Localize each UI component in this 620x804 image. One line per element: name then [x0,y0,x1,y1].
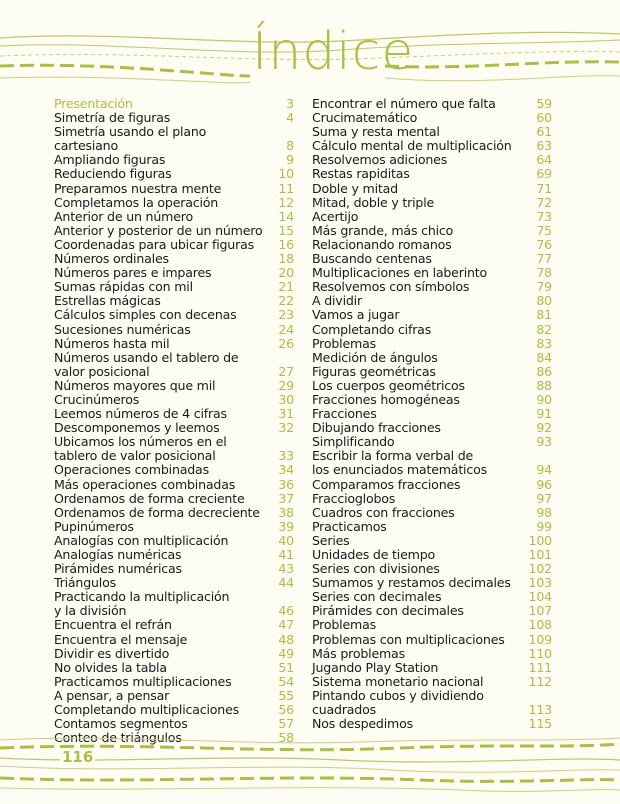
toc-entry-page: 111 [528,659,552,675]
toc-entry-title: Sumamos y restamos decimales [312,575,511,591]
toc-entry-page: 84 [536,349,552,365]
toc-entry-title: Cálculos simples con decenas [54,307,237,323]
toc-entry-title: Presentación [54,96,133,111]
toc-entry [312,520,552,534]
toc-entry-title: Encuentra el mensaje [54,631,188,647]
toc-entry-title: Números hasta mil [54,335,170,351]
toc-entry [54,337,294,351]
toc-entry-page: 12 [278,194,294,210]
toc-entry-title: Crucimatemático [312,110,418,126]
toc-entry [312,421,552,435]
toc-entry-title: Reduciendo figuras [54,166,172,182]
toc-entry-title: Problemas [312,617,376,633]
toc-entry-page: 98 [536,504,552,520]
toc-entry-page: 104 [528,589,552,605]
toc-entry-title: Pirámides con decimales [312,603,464,619]
toc-entry-title: Números pares e impares [54,265,212,281]
toc-entry-page: 36 [278,476,294,492]
toc-entry-title: Practicando la multiplicación y la división [54,589,230,619]
toc-entry [312,689,552,717]
toc-entry-page: 72 [536,194,552,210]
toc-entry [312,182,552,196]
toc-entry-page: 64 [536,152,552,168]
toc-entry-page: 43 [278,561,294,577]
toc-entry-title: Vamos a jugar [312,307,400,323]
toc-entry [312,153,552,167]
toc-entry [312,210,552,224]
toc-entry-page: 90 [536,391,552,407]
toc-entry-title: Analogías numéricas [54,547,182,562]
toc-entry-title: Jugando Play Station [312,659,439,675]
toc-entry-page: 92 [536,420,552,436]
toc-entry-title: Fracciones [312,406,377,422]
toc-entry-page: 88 [536,377,552,393]
toc-entry [312,224,552,238]
page-number: 116 [62,748,94,766]
toc-entry-page: 71 [536,180,552,196]
toc-entry-page: 78 [536,265,552,281]
toc-entry-title: Pirámides numéricas [54,561,182,577]
toc-entry [54,266,294,280]
toc-entry-title: Doble y mitad [312,180,398,196]
toc-entry-page: 14 [278,208,294,224]
toc-entry [54,633,294,647]
toc-entry-title: Dibujando fracciones [312,420,441,436]
toc-entry [312,196,552,210]
toc-entry-page: 69 [536,166,552,182]
toc-entry-page: 26 [278,335,294,351]
toc-entry [312,337,552,351]
toc-entry-page: 15 [278,222,294,238]
toc-entry-page: 75 [536,222,552,238]
toc-entry [312,633,552,647]
toc-entry [312,661,552,675]
toc-entry-title: Figuras geométricas [312,363,436,379]
toc-entry [312,280,552,294]
toc-entry [54,520,294,534]
toc-entry-title: Los cuerpos geométricos [312,377,465,393]
toc-entry-page: 37 [278,490,294,506]
toc-entry-title: Anterior y posterior de un número [54,222,263,238]
toc-entry [54,548,294,562]
toc-entry [312,139,552,153]
toc-entry [312,393,552,407]
toc-entry-title: Fracciones homogéneas [312,391,460,407]
toc-entry [54,506,294,520]
toc-entry-title: Conteo de triángulos [54,730,182,746]
toc-entry [312,647,552,661]
toc-entry-title: Cálculo mental de multiplicación [312,138,512,154]
toc-entry [54,534,294,548]
toc-entry-title: No olvides la tabla [54,659,167,675]
toc-entry-page: 48 [278,631,294,647]
toc-entry [312,407,552,421]
toc-entry-title: Ordenamos de forma creciente [54,490,245,506]
toc-entry [54,196,294,210]
toc-entry-page: 115 [528,716,552,732]
toc-entry-title: Operaciones combinadas [54,462,209,478]
toc-entry [312,294,552,308]
toc-entry-title: Simetría de figuras [54,110,171,126]
toc-entry-title: Sucesiones numéricas [54,321,191,337]
toc-entry [54,421,294,435]
toc-entry-page: 55 [278,687,294,703]
toc-entry [54,210,294,224]
toc-entry-title: Preparamos nuestra mente [54,180,222,196]
toc-entry-title: Sumas rápidas con mil [54,279,193,295]
toc-entry-page: 100 [528,532,552,548]
toc-entry-title: Medición de ángulos [312,349,438,365]
toc-entry [312,449,552,477]
toc-entry-title: Problemas [312,335,376,351]
toc-entry-page: 109 [528,631,552,647]
toc-entry-page: 54 [278,673,294,689]
toc-entry [312,266,552,280]
toc-entry-title: Números ordinales [54,251,169,267]
toc-entry-page: 4 [286,110,294,126]
toc-entry [312,252,552,266]
toc-entry-title: Completando cifras [312,321,432,337]
toc-entry-page: 34 [278,462,294,478]
toc-entry [54,153,294,167]
toc-entry-title: Practicamos [312,518,387,534]
toc-entry [312,238,552,252]
toc-entry-title: Anterior de un número [54,208,193,224]
toc-entry-title: Números mayores que mil [54,377,216,393]
toc-entry-title: Comparamos fracciones [312,476,461,492]
toc-entry-page: 96 [536,476,552,492]
toc-entry-page: 27 [278,363,294,379]
toc-entry-title: Leemos números de 4 cifras [54,406,227,422]
toc-entry-title: Más operaciones combinadas [54,476,236,492]
toc-entry-page: 29 [278,377,294,393]
toc-entry-page: 86 [536,363,552,379]
toc-entry-title: Resolvemos adiciones [312,152,448,168]
toc-entry [54,689,294,703]
toc-entry-page: 108 [528,617,552,633]
toc-entry [54,323,294,337]
toc-entry [312,167,552,181]
toc-entry-page: 16 [278,236,294,252]
toc-entry-title: Problemas con multiplicaciones [312,631,505,647]
toc-entry-page: 77 [536,251,552,267]
toc-entry-page: 103 [528,575,552,591]
toc-entry [54,280,294,294]
toc-right-column [312,97,552,731]
toc-entry [54,590,294,618]
toc-entry [54,463,294,477]
toc-entry [312,308,552,322]
toc-entry [312,492,552,506]
toc-entry-title: Completando multiplicaciones [54,702,239,718]
toc-entry-page: 56 [278,702,294,718]
toc-entry-title: Estrellas mágicas [54,293,161,309]
toc-entry-title: Crucinúmeros [54,391,140,407]
toc-entry-page: 113 [528,702,552,718]
toc-entry-title: Ordenamos de forma decreciente [54,504,260,520]
toc-entry-title: Pupinúmeros [54,518,134,534]
toc-entry [54,492,294,506]
toc-entry [54,675,294,689]
toc-entry-title: Más grande, más chico [312,222,454,238]
toc-entry-title: Simetría usando el plano cartesiano [54,124,207,154]
toc-entry-title: Descomponemos y leemos [54,420,220,436]
toc-entry [54,379,294,393]
toc-entry-page: 61 [536,124,552,140]
toc-entry-page: 33 [278,448,294,464]
toc-entry-title: Unidades de tiempo [312,547,436,562]
toc-entry-page: 3 [286,96,294,111]
toc-entry-page: 94 [536,462,552,478]
toc-entry [54,167,294,181]
toc-entry [312,111,552,125]
toc-entry-page: 83 [536,335,552,351]
toc-entry [54,647,294,661]
toc-entry-page: 81 [536,307,552,323]
toc-entry-page: 51 [278,659,294,675]
toc-entry-title: Simplificando [312,434,395,450]
toc-entry [54,224,294,238]
toc-entry-page: 102 [528,561,552,577]
toc-entry-page: 9 [286,152,294,168]
toc-entry-page: 49 [278,645,294,661]
toc-entry-title: Suma y resta mental [312,124,440,140]
toc-entry-title: Encuentra el refrán [54,617,172,633]
toc-entry-page: 63 [536,138,552,154]
toc-entry-page: 22 [278,293,294,309]
toc-entry-page: 79 [536,279,552,295]
toc-entry [54,182,294,196]
toc-entry [54,562,294,576]
toc-entry-title: Analogías con multiplicación [54,532,229,548]
toc-entry-page: 41 [278,547,294,562]
page-title: Índice [252,22,415,82]
toc-entry-page: 10 [278,166,294,182]
toc-entry-title: Buscando centenas [312,251,432,267]
toc-entry [54,407,294,421]
toc-entry-title: Triángulos [54,575,116,591]
toc-entry [54,252,294,266]
toc-entry-title: Pintando cubos y dividiendo cuadrados [312,687,484,718]
toc-entry-title: Ampliando figuras [54,152,166,168]
toc-entry [312,576,552,590]
toc-entry [312,506,552,520]
toc-entry [54,478,294,492]
toc-entry [312,562,552,576]
toc-entry [54,351,294,379]
toc-entry-title: Contamos segmentos [54,716,188,732]
toc-entry-title: Nos despedimos [312,716,413,732]
toc-entry [54,661,294,675]
toc-entry-title: Encontrar el número que falta [312,96,496,111]
toc-entry [54,238,294,252]
toc-entry-page: 57 [278,716,294,732]
toc-entry-title: Acertijo [312,208,359,224]
toc-entry [312,548,552,562]
toc-entry-page: 21 [278,279,294,295]
toc-entry-page: 11 [278,180,294,196]
toc-entry-page: 110 [528,645,552,661]
toc-entry-page: 80 [536,293,552,309]
toc-entry-page: 38 [278,504,294,520]
toc-entry-page: 93 [536,434,552,450]
toc-entry-page: 46 [278,603,294,619]
toc-entry-page: 82 [536,321,552,337]
toc-entry [312,365,552,379]
toc-entry-title: Dividir es divertido [54,645,170,661]
toc-entry-title: A pensar, a pensar [54,687,170,703]
toc-entry-title: Coordenadas para ubicar figuras [54,236,254,252]
toc-entry-page: 44 [278,575,294,591]
toc-entry-page: 31 [278,406,294,422]
toc-entry [54,435,294,463]
toc-entry [312,618,552,632]
toc-entry-page: 107 [528,603,552,619]
toc-entry [312,125,552,139]
toc-entry-title: Cuadros con fracciones [312,504,455,520]
toc-entry [54,97,294,111]
toc-entry-page: 99 [536,518,552,534]
toc-entry-page: 73 [536,208,552,224]
toc-entry [312,97,552,111]
toc-entry-title: Fraccioglobos [312,490,396,506]
toc-entry [312,323,552,337]
toc-entry-title: Ubicamos los números en el tablero de valor posicional [54,434,227,464]
toc-entry-title: Números usando el tablero de valor posicional [54,349,239,379]
toc-entry-title: Practicamos multiplicaciones [54,673,232,689]
toc-entry-title: Sistema monetario nacional [312,673,484,689]
toc-entry-page: 58 [278,730,294,746]
toc-entry-title: Series con decimales [312,589,442,605]
toc-entry-title: Mitad, doble y triple [312,194,435,210]
toc-entry-page: 59 [536,96,552,111]
toc-entry-page: 32 [278,420,294,436]
toc-entry-title: Completamos la operación [54,194,219,210]
toc-entry [312,534,552,548]
toc-entry-title: Más problemas [312,645,405,661]
toc-entry-page: 97 [536,490,552,506]
toc-entry-page: 76 [536,236,552,252]
toc-entry-page: 112 [528,673,552,689]
toc-entry-page: 30 [278,391,294,407]
toc-entry-title: Relacionando romanos [312,236,452,252]
toc-entry [54,618,294,632]
toc-entry-title: Restas rapiditas [312,166,410,182]
toc-entry [54,576,294,590]
toc-entry [54,111,294,125]
toc-entry-page: 8 [286,138,294,154]
toc-entry-page: 60 [536,110,552,126]
toc-entry-title: Series con divisiones [312,561,440,577]
toc-entry [312,435,552,449]
toc-entry-title: Multiplicaciones en laberinto [312,265,488,281]
toc-entry-page: 91 [536,406,552,422]
toc-entry-title: Series [312,532,350,548]
toc-entry-page: 24 [278,321,294,337]
toc-entry [54,393,294,407]
toc-entry [312,478,552,492]
toc-left-column [54,97,294,745]
toc-entry [312,675,552,689]
toc-entry-title: A dividir [312,293,362,309]
toc-entry-page: 101 [528,547,552,562]
toc-entry [312,590,552,604]
toc-entry [54,294,294,308]
toc-entry [312,379,552,393]
toc-entry-page: 20 [278,265,294,281]
toc-entry-page: 18 [278,251,294,267]
bottom-wave-decoration [0,730,620,804]
toc-entry-title: Escribir la forma verbal de los enunciados matemáticos [312,448,487,478]
toc-entry-page: 40 [278,532,294,548]
toc-entry [312,604,552,618]
toc-entry [54,308,294,322]
toc-entry-page: 23 [278,307,294,323]
toc-entry [54,703,294,717]
toc-entry [54,125,294,153]
toc-entry [312,351,552,365]
toc-entry-page: 39 [278,518,294,534]
toc-entry-page: 47 [278,617,294,633]
toc-entry-title: Resolvemos con símbolos [312,279,470,295]
